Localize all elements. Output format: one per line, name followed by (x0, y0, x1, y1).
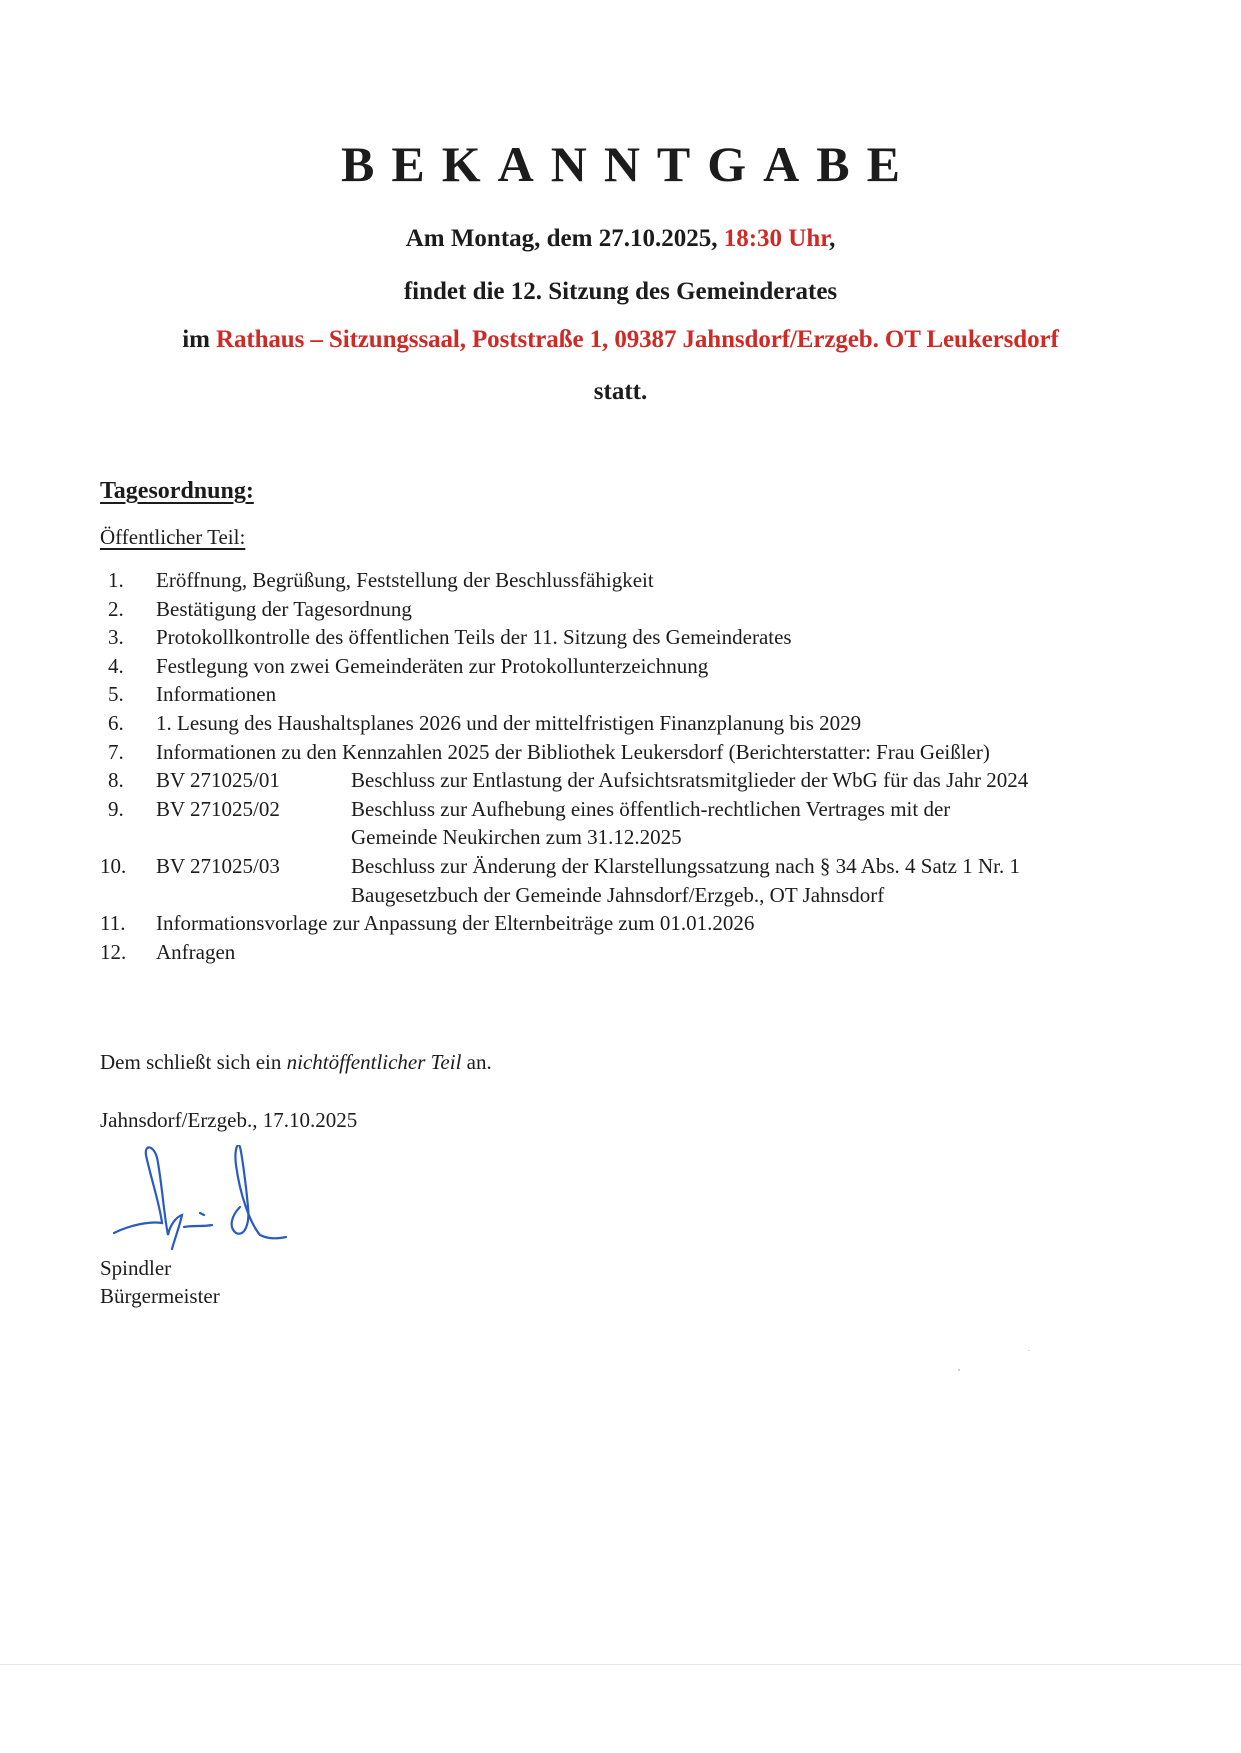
agenda-item-number: 8. (108, 768, 124, 793)
agenda-item-text: Eröffnung, Begrüßung, Feststellung der Beschlussfähigkeit (156, 568, 654, 592)
agenda-item-text: 1. Lesung des Haushaltsplanes 2026 und der mittelfristigen Finanzplanung bis 2029 (156, 710, 862, 735)
agenda-item-number: 1. (108, 568, 124, 592)
scan-speck (1028, 1350, 1030, 1351)
agenda-item-number: 10. (100, 853, 127, 878)
agenda-item (100, 623, 1100, 652)
document-title: BEKANNTGABE (341, 136, 917, 192)
agenda-item (100, 680, 1100, 709)
closing-emphasis: nichtöffentlicher Teil (286, 1050, 462, 1074)
agenda-item (100, 738, 1100, 767)
agenda-item-number: 11. (100, 911, 126, 936)
signer-title: Bürgermeister (100, 1284, 220, 1308)
agenda-item (100, 709, 1100, 738)
agenda-item (100, 566, 1100, 595)
agenda-item-number: 7. (108, 739, 124, 764)
meeting-location: Rathaus – Sitzungssaal, Poststraße 1, 09387 Jahnsdorf/Erzgeb. OT Leukersdorf (216, 326, 1059, 353)
meeting-date-line (0, 223, 1241, 255)
signer-name: Spindler (100, 1256, 172, 1280)
agenda-item-text: Informationsvorlage zur Anpassung der Elternbeiträge zum 01.01.2026 (156, 911, 755, 936)
agenda-list (100, 566, 1100, 966)
agenda-item-bv-number: BV 271025/02 (156, 796, 280, 821)
date-suffix: , (829, 225, 836, 252)
agenda-item (100, 652, 1100, 681)
agenda-item-number: 2. (108, 596, 124, 621)
agenda-item (100, 909, 1100, 938)
agenda-item (100, 766, 1100, 795)
agenda-item-number: 6. (108, 710, 124, 735)
agenda-item-text: Bestätigung der Tagesordnung (156, 596, 412, 621)
session-line: findet die 12. Sitzung des Gemeinderates (403, 278, 838, 305)
agenda-item-number: 3. (108, 625, 124, 650)
agenda-item-text: Protokollkontrolle des öffentlichen Teils der 11. Sitzung des Gemeinderates (156, 625, 792, 650)
agenda-item-text: Informationen (156, 682, 277, 707)
place-date: Jahnsdorf/Erzgeb., 17.10.2025 (100, 1108, 358, 1132)
meeting-time: 18:30 Uhr (723, 225, 830, 252)
agenda-item (100, 938, 1100, 967)
agenda-item-bv-number: BV 271025/01 (156, 768, 280, 793)
agenda-item-bv-number: BV 271025/03 (156, 853, 280, 878)
public-part-label: Öffentlicher Teil: (100, 525, 246, 549)
agenda-item-text: Anfragen (156, 939, 236, 964)
agenda-item-number: 12. (100, 939, 127, 964)
closing-sentence (100, 1048, 492, 1076)
meeting-date: Am Montag, dem 27.10.2025, (405, 225, 724, 252)
agenda-item-number: 9. (108, 796, 124, 821)
agenda-item-text: Informationen zu den Kennzahlen 2025 der Bibliothek Leukersdorf (Berichterstatter: Frau Geißler) (156, 739, 990, 764)
agenda-heading: Tagesordnung: (100, 478, 254, 504)
scan-artifact-line (0, 1664, 1241, 1665)
closing-prefix: Dem schließt sich ein (100, 1050, 287, 1074)
statt-line: statt. (593, 378, 648, 405)
location-prefix: im (182, 326, 217, 353)
scan-speck (958, 1369, 960, 1371)
agenda-item (100, 795, 1100, 852)
agenda-item-text: Festlegung von zwei Gemeinderäten zur Protokollunterzeichnung (156, 653, 709, 678)
agenda-item (100, 595, 1100, 624)
agenda-item-number: 5. (108, 682, 124, 707)
agenda-item-number: 4. (108, 653, 124, 678)
agenda-item-text: Beschluss zur Änderung der Klarstellungssatzung nach § 34 Abs. 4 Satz 1 Nr. 1 Baugesetzbuch der Gemeinde Jahnsdorf/Erzgeb., OT Jahnsdorf (351, 853, 1020, 907)
agenda-item (100, 852, 1100, 909)
agenda-item-text: Beschluss zur Aufhebung eines öffentlich-rechtlichen Vertrages mit der Gemeinde Neukirchen zum 31.12.2025 (351, 796, 951, 850)
closing-suffix: an. (461, 1050, 492, 1074)
location-line (0, 324, 1241, 356)
agenda-item-text: Beschluss zur Entlastung der Aufsichtsratsmitglieder der WbG für das Jahr 2024 (351, 768, 1029, 793)
